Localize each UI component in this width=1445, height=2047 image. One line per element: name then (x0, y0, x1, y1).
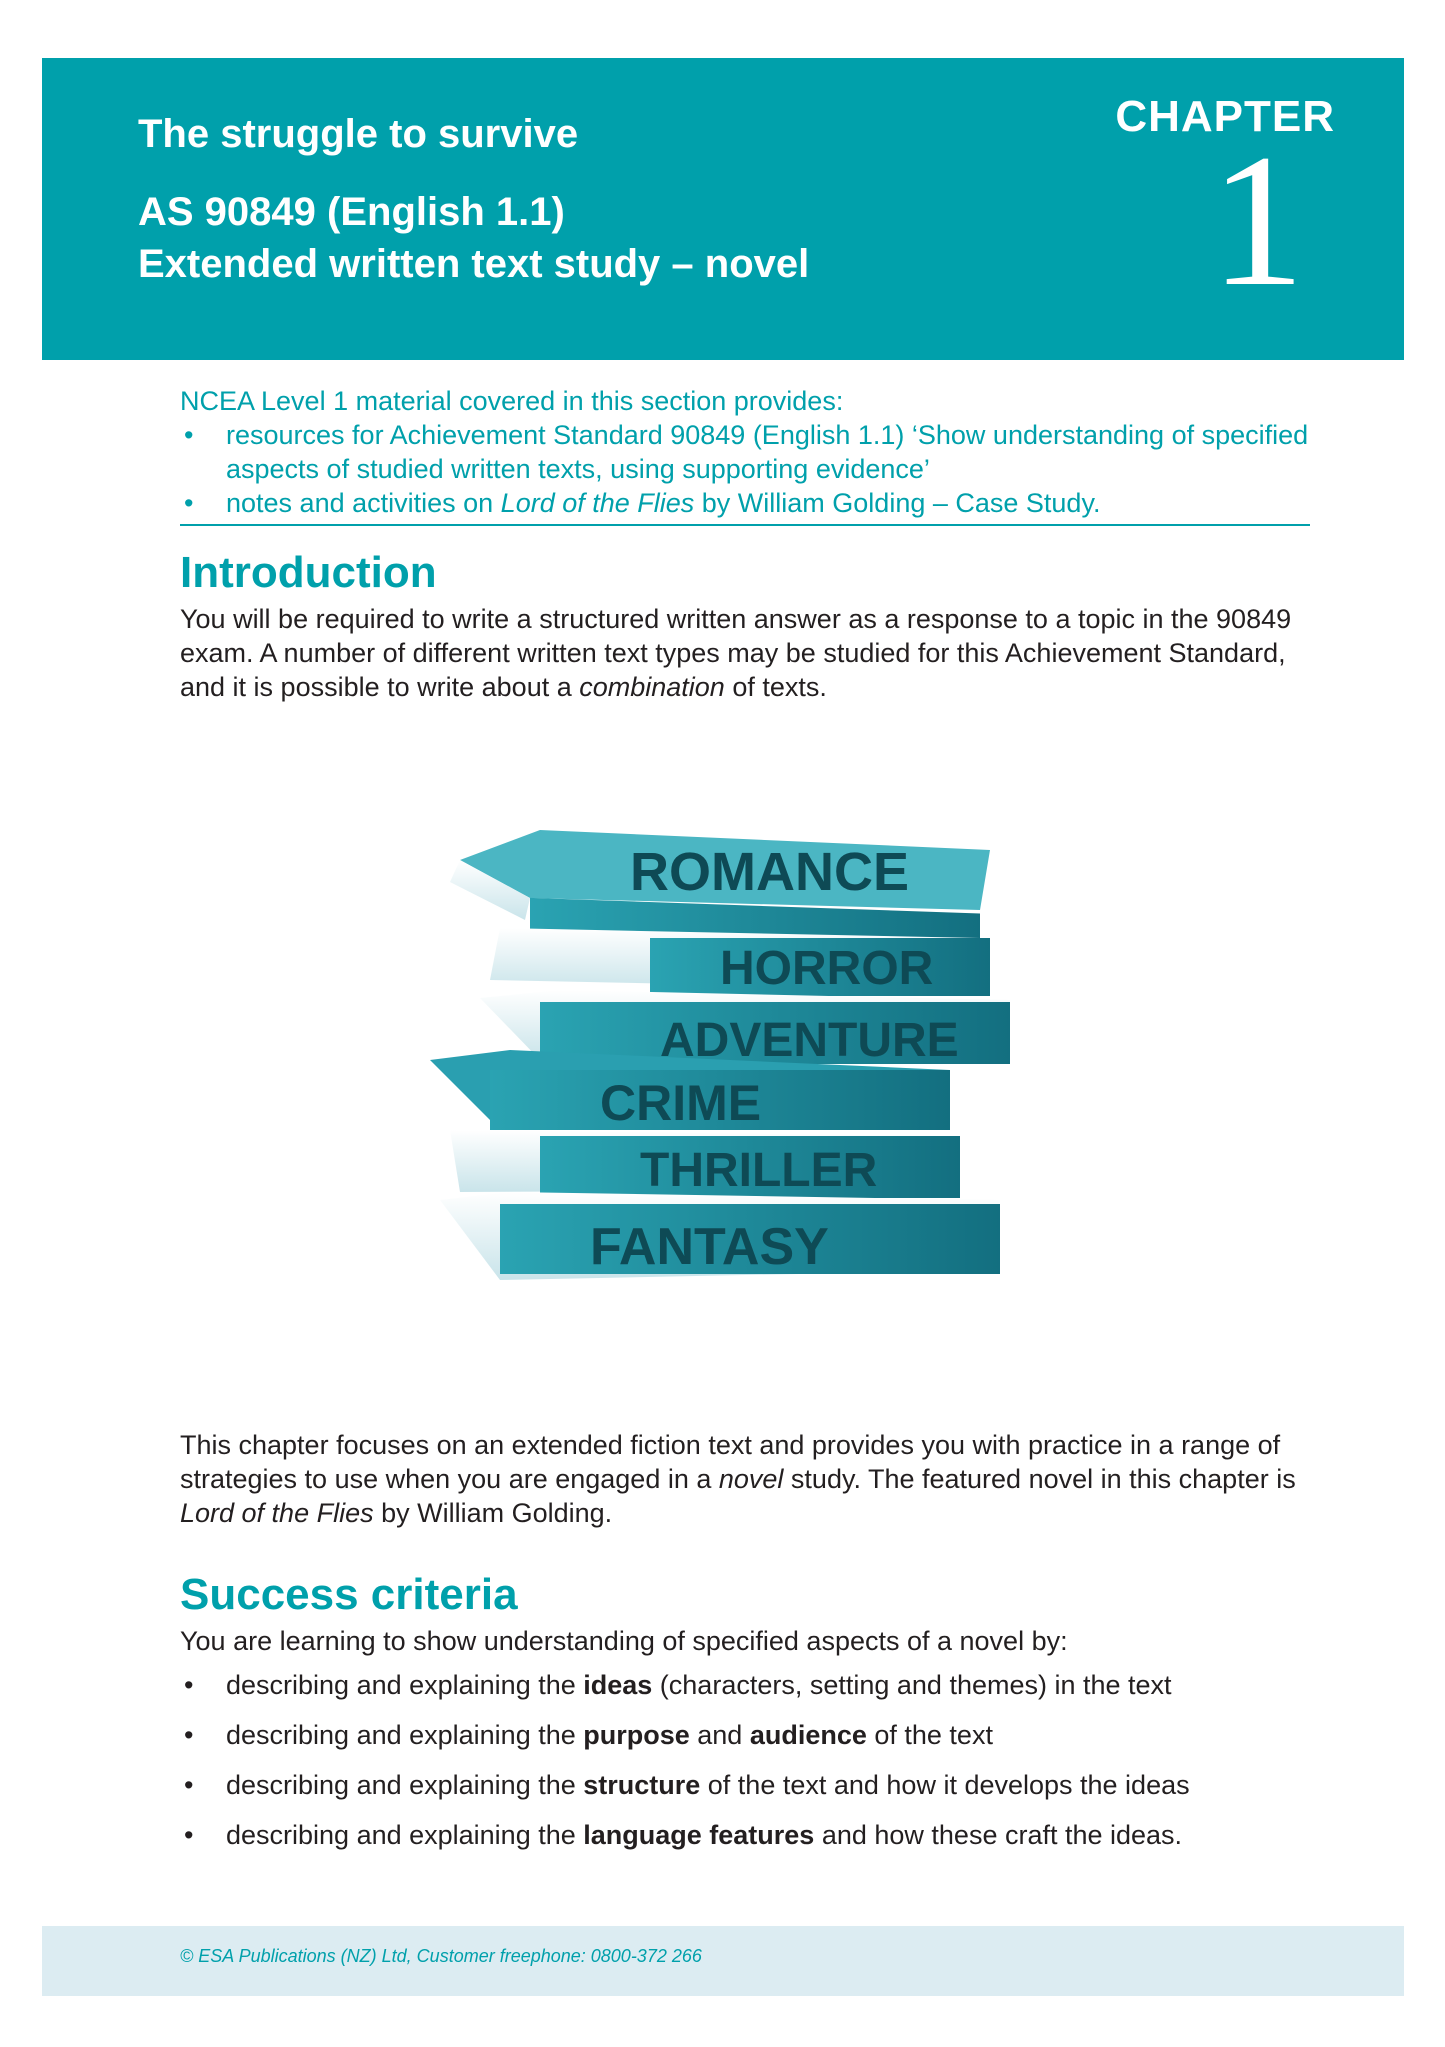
standard-code: AS 90849 (English 1.1) (138, 190, 565, 234)
criteria-text: describing and explaining the (226, 1820, 584, 1850)
criteria-keyword: structure (583, 1770, 701, 1800)
ncea-summary (180, 384, 1310, 520)
focus-pre: This chapter focuses on an extended fiction text and provides you with practice in a range of strategies to use when you are engaged in a (180, 1430, 1281, 1494)
ncea-bullet-2-pre: notes and activities on (226, 488, 501, 518)
criteria-keyword: ideas (583, 1670, 653, 1700)
criteria-item (180, 1670, 1310, 1720)
ncea-bullet-1-text: resources for Achievement Standard 90849 (English 1.1) ‘Show understanding of specified aspects of studied written texts, using supporting evidence’ (226, 420, 1309, 484)
ncea-bullet-2-title: Lord of the Flies (500, 488, 695, 518)
section-divider (180, 524, 1310, 526)
focus-italic-novel: novel (718, 1464, 784, 1494)
criteria-text: of the text and how it develops the ideas (700, 1770, 1190, 1800)
criteria-item (180, 1720, 1310, 1770)
criteria-keyword: audience (749, 1720, 867, 1750)
genre-label-crime: CRIME (600, 1075, 762, 1131)
bullet-dot: • (184, 420, 194, 450)
bullet-dot: • (184, 1770, 194, 1800)
success-criteria-heading: Success criteria (180, 1570, 518, 1619)
chapter-subtitle: Extended written text study – novel (138, 242, 810, 286)
focus-post: by William Golding. (373, 1498, 613, 1528)
bullet-dot: • (184, 1670, 194, 1700)
criteria-item (180, 1770, 1310, 1820)
focus-italic-title: Lord of the Flies (180, 1498, 374, 1528)
criteria-item (180, 1820, 1310, 1870)
criteria-text: and how these craft the ideas. (814, 1820, 1183, 1850)
genre-label-thriller: THRILLER (640, 1144, 878, 1197)
criteria-keyword: purpose (583, 1720, 690, 1750)
criteria-text: (characters, setting and themes) in the text (652, 1670, 1172, 1700)
criteria-text: of the text (866, 1720, 993, 1750)
focus-mid: study. The featured novel in this chapter is (783, 1464, 1296, 1494)
genre-label-romance: ROMANCE (630, 842, 909, 902)
novel-books-illustration (420, 820, 1050, 1360)
criteria-text: describing and explaining the (226, 1720, 584, 1750)
criteria-text: and (689, 1720, 750, 1750)
chapter-number: 1 (1210, 116, 1305, 326)
genre-label-adventure: ADVENTURE (660, 1014, 959, 1067)
chapter-focus-text (180, 1428, 1310, 1530)
footer-copyright: © ESA Publications (NZ) Ltd, Customer freephone: 0800-372 266 (180, 1946, 702, 1966)
chapter-label: CHAPTER (1115, 92, 1335, 141)
introduction-text (180, 602, 1310, 704)
ncea-bullet-2-post: by William Golding – Case Study. (694, 488, 1101, 518)
criteria-text: describing and explaining the (226, 1670, 584, 1700)
criteria-keyword: language features (583, 1820, 815, 1850)
bullet-dot: • (184, 1820, 194, 1850)
bullet-dot: • (184, 488, 194, 518)
ncea-bullet-2 (180, 486, 1310, 520)
genre-label-fantasy: FANTASY (590, 1218, 829, 1276)
intro-text-italic: combination (579, 672, 725, 702)
ncea-bullet-1 (180, 418, 1310, 486)
intro-text-pre: You will be required to write a structured written answer as a response to a topic in the 90849 exam. A number of different written text types may be studied for this Achievement Standard, and it is possible to write about a (180, 604, 1292, 702)
introduction-heading: Introduction (180, 548, 437, 597)
ncea-lead: NCEA Level 1 material covered in this section provides: (180, 386, 844, 416)
success-criteria-lead: You are learning to show understanding of specified aspects of a novel by: (180, 1626, 1068, 1656)
criteria-text: describing and explaining the (226, 1770, 584, 1800)
success-criteria-list (180, 1670, 1310, 1870)
page-footer (42, 1926, 1404, 1996)
bullet-dot: • (184, 1720, 194, 1750)
chapter-title: The struggle to survive (138, 112, 579, 156)
genre-label-horror: HORROR (720, 942, 934, 995)
intro-text-post: of texts. (724, 672, 827, 702)
